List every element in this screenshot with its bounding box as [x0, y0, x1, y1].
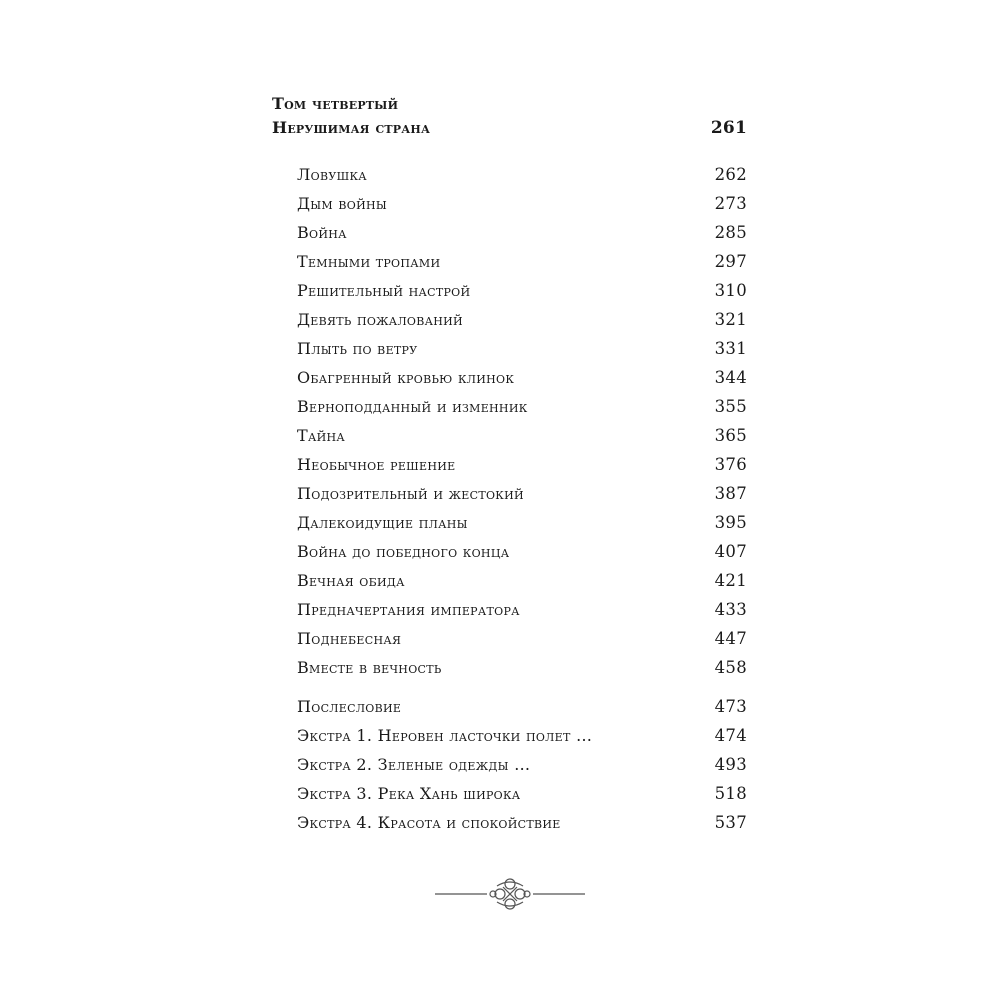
- toc-entry-page: 447: [714, 629, 747, 648]
- toc-entry: [297, 750, 747, 779]
- toc-entry-title: Ловушка: [297, 165, 367, 184]
- toc-entry-page: 458: [714, 658, 747, 677]
- toc-entry-title: Темными тропами: [297, 252, 441, 271]
- toc-entry-page: 285: [714, 223, 747, 242]
- toc-entry-page: 473: [714, 697, 747, 716]
- toc-entry: [297, 537, 747, 566]
- toc-entry-title: Война до победного конца: [297, 542, 510, 561]
- toc-entry-page: 376: [714, 455, 747, 474]
- toc-entry-page: 493: [714, 755, 747, 774]
- toc-entry: [297, 247, 747, 276]
- extras-list: [297, 692, 747, 837]
- toc-entry-title: Предначертания императора: [297, 600, 520, 619]
- toc-entry: [297, 566, 747, 595]
- toc-entry-title: Плыть по ветру: [297, 339, 418, 358]
- toc-entry-title: Экстра 2. Зеленые одежды …: [297, 755, 531, 774]
- toc-entry-page: 407: [714, 542, 747, 561]
- toc-entry-page: 518: [714, 784, 747, 803]
- toc-entry: [297, 450, 747, 479]
- toc-entry-page: 395: [714, 513, 747, 532]
- toc-entry-page: 355: [714, 397, 747, 416]
- part-page-number: 261: [710, 118, 747, 138]
- toc-entry-page: 321: [714, 310, 747, 329]
- toc-entry: [297, 334, 747, 363]
- toc-entry-page: 433: [714, 600, 747, 619]
- toc-entry-title: Экстра 1. Неровен ласточки полет …: [297, 726, 593, 745]
- toc-entry: [297, 363, 747, 392]
- toc-entry-page: 537: [714, 813, 747, 832]
- toc-entry-page: 262: [714, 165, 747, 184]
- toc-entry-page: 344: [714, 368, 747, 387]
- toc-entry-page: 297: [714, 252, 747, 271]
- toc-entry: [297, 595, 747, 624]
- part-title-line: [272, 116, 747, 140]
- toc-entry-title: Вечная обида: [297, 571, 405, 590]
- toc-entry-title: Война: [297, 223, 347, 242]
- toc-entry: [297, 692, 747, 721]
- toc-entry-title: Экстра 3. Река Хань широка: [297, 784, 521, 803]
- toc-entry-title: Решительный настрой: [297, 281, 471, 300]
- toc-entry-title: Девять пожалований: [297, 310, 463, 329]
- endless-knot-ornament-icon: [435, 876, 585, 912]
- toc-entry: [297, 624, 747, 653]
- toc-entry: [297, 276, 747, 305]
- toc-entry: [297, 479, 747, 508]
- part-title: Нерушимая страна: [272, 118, 431, 137]
- toc-entry-page: 273: [714, 194, 747, 213]
- toc-entry: [297, 160, 747, 189]
- toc-entry-page: 331: [714, 339, 747, 358]
- toc-entry-title: Послесловие: [297, 697, 402, 716]
- toc-entry: [297, 305, 747, 334]
- toc-entry: [297, 779, 747, 808]
- toc-entry-title: Поднебесная: [297, 629, 402, 648]
- toc-entry-title: Подозрительный и жестокий: [297, 484, 524, 503]
- toc-entry-title: Дым войны: [297, 194, 387, 213]
- toc-entry-title: Тайна: [297, 426, 346, 445]
- toc-entry-title: Необычное решение: [297, 455, 456, 474]
- toc-entry-title: Далекоидущие планы: [297, 513, 468, 532]
- chapters-list: [297, 160, 747, 682]
- toc-entry-page: 474: [714, 726, 747, 745]
- toc-entry-title: Верноподданный и изменник: [297, 397, 528, 416]
- toc-entry: [297, 392, 747, 421]
- toc-entry: [297, 808, 747, 837]
- toc-entry: [297, 421, 747, 450]
- part-volume-line: [272, 92, 747, 116]
- part-heading: [272, 92, 747, 140]
- toc-entry: [297, 653, 747, 682]
- toc-entry-title: Экстра 4. Красота и спокойствие: [297, 813, 561, 832]
- toc-entry-page: 387: [714, 484, 747, 503]
- toc-entry-page: 421: [714, 571, 747, 590]
- toc-entry: [297, 189, 747, 218]
- part-volume: Том четвертый: [272, 94, 399, 113]
- toc-entry-title: Обагренный кровью клинок: [297, 368, 515, 387]
- toc-entry-page: 310: [714, 281, 747, 300]
- toc-entry: [297, 218, 747, 247]
- toc-entry: [297, 721, 747, 750]
- toc-entry-page: 365: [714, 426, 747, 445]
- toc-entry: [297, 508, 747, 537]
- toc-entry-title: Вместе в вечность: [297, 658, 442, 677]
